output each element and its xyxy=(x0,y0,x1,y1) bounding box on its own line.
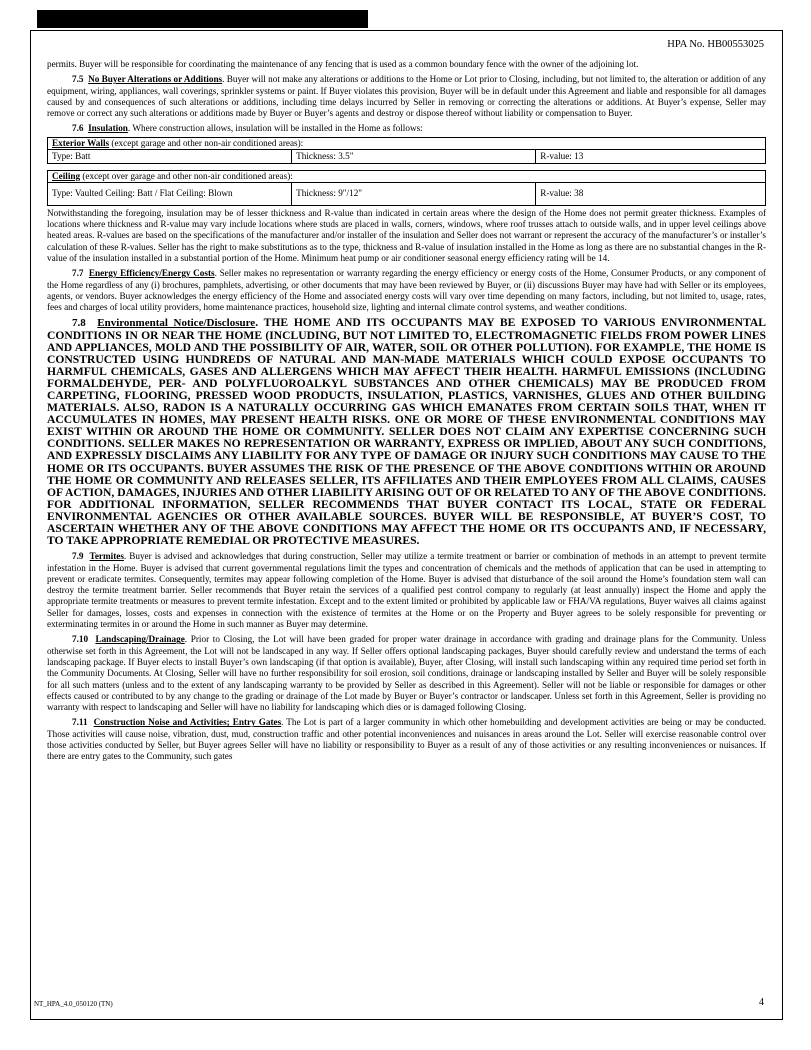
walls-label: Exterior Walls xyxy=(52,137,110,148)
ceiling-thickness: Thickness: 9"/12" xyxy=(292,182,536,205)
redacted-bar xyxy=(37,10,368,28)
ceiling-rvalue: R-value: 38 xyxy=(536,182,766,205)
document-code: NT_HPA_4.0_050120 (TN) xyxy=(34,1000,113,1008)
ceiling-note: (except over garage and other non-air conditioned areas): xyxy=(80,170,293,181)
section-title: Termites xyxy=(89,551,124,562)
ceiling-label: Ceiling xyxy=(52,170,81,181)
continuation-text: permits. Buyer will be responsible for coordinating the maintenance of any fencing that is used as a common boundary fence with the owner of the adjoining lot. xyxy=(47,59,639,69)
section-title: Insulation xyxy=(88,123,128,134)
section-text: . Buyer is advised and acknowledges that during construction, Seller may utilize a termite treatment or barrier or combination of methods in an attempt to prevent termite infestation in the Home. Buyer is advised that current governmental regulations limit the types and concentration of chemicals and the methods of application that can be used in attempting to prevent or eradicate termites. Consequently, termites may appear following completion of the Home. Buyer is advised that disturbance of the soil around the Home’s foundation stem wall can destroy the termite treatment barrier. Seller recommends that Buyer retain the services of a qualified pest control company to regularly (at least annually) inspect the Home and apply the appropriate termite treatments or measures to prevent termite infestation. Except and to the extent limited or prohibited by applicable law or FHA/VA regulations, Buyer waives all claims against Seller for damages, losses, costs and expenses in connection with the existence of termites at the Home or on the Property and Buyer agrees to be solely responsible for preventing or exterminating termites in or around the Home in such manner as Buyer may determine. xyxy=(47,551,766,630)
ceiling-type: Type: Vaulted Ceiling: Batt / Flat Ceiling: Blown xyxy=(48,182,292,205)
section-7-10 xyxy=(47,634,766,713)
section-number: 7.8 xyxy=(72,317,86,330)
insulation-notes: Notwithstanding the foregoing, insulation may be of lesser thickness and R-value than indicated in certain areas where the design of the Home does not permit greater thickness. Examples of locations where thickness and R-value may vary include locations where studs are placed in walls, corners, windows, where roof trusses attach to outside walls, and in upper level ceilings above heated areas. R-values are based on the specifications of the manufacturer and/or installer of the insulation and Seller does not warrant or represent the accuracy of the manufacturer’s or installer’s calculation of these R-values. Seller has the right to make substitutions as to the type, thickness and R-value of insulation installed in the Home as long as there are no substantial changes in the R-value of the insulation installed in a substantial portion of the Home. Minimum heat pump or air conditioner seasonal energy efficiency rating will be 14. xyxy=(47,207,767,263)
walls-note: (except garage and other non-air conditioned areas): xyxy=(109,137,304,148)
section-7-7 xyxy=(47,268,766,313)
page-footer xyxy=(34,999,764,1009)
section-number: 7.6 xyxy=(72,123,84,134)
walls-header xyxy=(48,137,766,149)
document-body xyxy=(47,38,766,763)
ceiling-header xyxy=(48,170,766,182)
section-7-11 xyxy=(47,717,766,762)
section-number: 7.5 xyxy=(72,74,84,85)
section-title: Construction Noise and Activities; Entry Gates xyxy=(93,717,282,728)
section-text: . Prior to Closing, the Lot will have been graded for proper water drainage in accordance with grading and drainage plans for the Community. Unless otherwise set forth in this Agreement, the Lot will not be landscaped in any way. If Seller offers optional landscaping packages, Buyer should carefully review and understand the terms of each landscaping package. If Buyer elects to install Buyer’s own landscaping (if that option is available), Buyer, after Closing, will install such landscaping within any required time period set forth in the Community Documents. At Closing, Seller will have no further responsibility for soil erosion, soil conditions, drainage or landscaping installed by Seller and Buyer will be solely responsible for all such matters (unless and to the extent of any landscaping warranty to be provided by Seller as described in this Agreement). Seller will not be liable or responsible for damages or other effects caused or contributed to by any change to the grading or drainage of the Lot made by Buyer or Buyer’s contractor or landscaper. Unless set forth in this Agreement, Seller is providing no warranty with respect to landscaping and Seller will have no liability for landscaping which dies or is damaged following Closing. xyxy=(47,634,767,713)
section-number: 7.7 xyxy=(72,268,84,279)
section-number: 7.10 xyxy=(72,634,89,645)
section-title: Environmental Notice/Disclosure xyxy=(97,317,256,330)
insulation-table-walls xyxy=(47,137,766,164)
section-7-6 xyxy=(47,123,766,134)
section-7-9 xyxy=(47,551,766,630)
section-7-5 xyxy=(47,74,766,119)
section-text: . The Lot is part of a larger community in which other homebuilding and development activities are being or may be conducted. Those activities will cause noise, vibration, dust, mud, construction traffic and other potential inconveniences and nuisances in areas around the Lot. Seller will exercise reasonable control over those activities conducted by Seller, but Buyer agrees Seller will have no liability or responsibility to Buyer as a result of any of those activities or any resulting inconveniences or nuisances. If there are entry gates to the Community, such gates xyxy=(47,717,767,762)
section-number: 7.9 xyxy=(72,551,84,562)
walls-thickness: Thickness: 3.5" xyxy=(292,149,536,163)
section-number: 7.11 xyxy=(72,717,88,728)
section-text: . Buyer will not make any alterations or additions to the Home or Lot prior to Closing, including, but not limited to, the alteration or addition of any equipment, wiring, appliances, wall coverings, sprinkler systems or paint. If Buyer violates this provision, Buyer will be in default under this Agreement and liable and responsible for all damages caused by and consequences of such alterations or additions, including time delays incurred by Seller in removing or correcting the alterations or additions. At Buyer’s expense, Seller may remove or correct any such alterations or additions made by Buyer or Buyer’s agents and destroy or dispose thereof without liability or compensation to Buyer. xyxy=(47,74,766,119)
page-number: 4 xyxy=(759,997,764,1008)
section-text: . Where construction allows, insulation will be installed in the Home as follows: xyxy=(127,123,423,134)
section-title: Energy Efficiency/Energy Costs xyxy=(88,268,215,279)
section-text: . THE HOME AND ITS OCCUPANTS MAY BE EXPOSED TO VARIOUS ENVIRONMENTAL CONDITIONS IN OR NEAR THE HOME (INCLUDING, BUT NOT LIMITED TO, ELECTROMAGNETIC FIELDS FROM POWER LINES AND APPLIANCES, MOLD AND THE POSSIBILITY OF AIR, WATER, SOIL OR OTHER POLLUTION). FOR EXAMPLE, THE HOME IS CONSTRUCTED USING HUNDREDS OF NATURAL AND MAN-MADE MATERIALS WHICH COULD EXPOSE OCCUPANTS TO HARMFUL CHEMICALS, GASES AND ALLERGENS WHICH MAY AFFECT THEIR HEALTH. HARMFUL EMISSIONS (INCLUDING FORMALDEHYDE, PER- AND POLYFLUOROALKYL SUBSTANCES AND OTHER CHEMICALS) MAY BE PRODUCED FROM CARPETING, FLOORING, PRESSED WOOD PRODUCTS, INSULATION, PLASTICS, VARNISHES, GLUES AND OTHER BUILDING MATERIALS. ALSO, RADON IS A NATURALLY OCCURRING GAS WHICH EMANATES FROM CERTAIN SOILS THAT, WHEN IT ACCUMULATES IN HOMES, MAY PRESENT HEALTH RISKS. ONE OR MORE OF THESE ENVIRONMENTAL CONDITIONS MAY EXIST WITHIN OR AROUND THE HOME OR COMMUNITY. SELLER DOES NOT CLAIM ANY EXPERTISE CONCERNING SUCH CONDITIONS. SELLER MAKES NO REPRESENTATION OR WARRANTY, EXPRESS OR IMPLIED, ABOUT ANY SUCH CONDITIONS, AND EXPRESSLY DISCLAIMS ANY LIABILITY FOR ANY TYPE OF DAMAGE OR INJURY SUCH CONDITIONS MAY CAUSE TO THE HOME OR ITS OCCUPANTS. BUYER ASSUMES THE RISK OF THE PRESENCE OF THE ABOVE CONDITIONS WITHIN OR AROUND THE HOME OR COMMUNITY AND RELEASES SELLER, ITS AFFILIATES AND THEIR EMPLOYEES FROM ALL CLAIMS, CAUSES OF ACTION, DAMAGES, INJURIES AND OTHER LIABILITY ARISING OUT OF OR RELATED TO ANY OF THE ABOVE CONDITIONS. FOR ADDITIONAL INFORMATION, SELLER RECOMMENDS THAT BUYER CONTACT ITS LOCAL, STATE OR FEDERAL ENVIRONMENTAL AGENCIES OR OTHER AVAILABLE SOURCES. BUYER WILL BE RESPONSIBLE, AT BUYER’S COST, TO ASCERTAIN WHETHER ANY OF THE ABOVE CONDITIONS MAY AFFECT THE HOME OR ITS OCCUPANTS AND, IF NECESSARY, TO TAKE APPROPRIATE REMEDIAL OR PROTECTIVE MEASURES. xyxy=(47,316,766,548)
insulation-table-ceiling xyxy=(47,170,766,206)
hpa-number: HPA No. HB00553025 xyxy=(667,39,764,50)
walls-type: Type: Batt xyxy=(48,149,292,163)
section-text: . Seller makes no representation or warranty regarding the energy efficiency or energy costs of the Home, Consumer Products, or any component of the Home regardless of any (i) brochures, pamphlets, advertising, or other documents that may have been reviewed by Buyer, or (ii) discussions Buyer may have had with Seller or its employees, agents, or vendors. Buyer acknowledges the energy efficiency of the Home and associated energy costs will vary over time depending on many factors, including, but not limited to, usage, rates, fees and charges of local utility providers, home maintenance practices, household size, lighting and internal climate control systems, and weather conditions. xyxy=(47,268,766,313)
walls-rvalue: R-value: 13 xyxy=(536,149,766,163)
section-title: Landscaping/Drainage xyxy=(95,634,185,645)
section-7-8 xyxy=(47,317,766,547)
section-title: No Buyer Alterations or Additions xyxy=(88,74,223,85)
